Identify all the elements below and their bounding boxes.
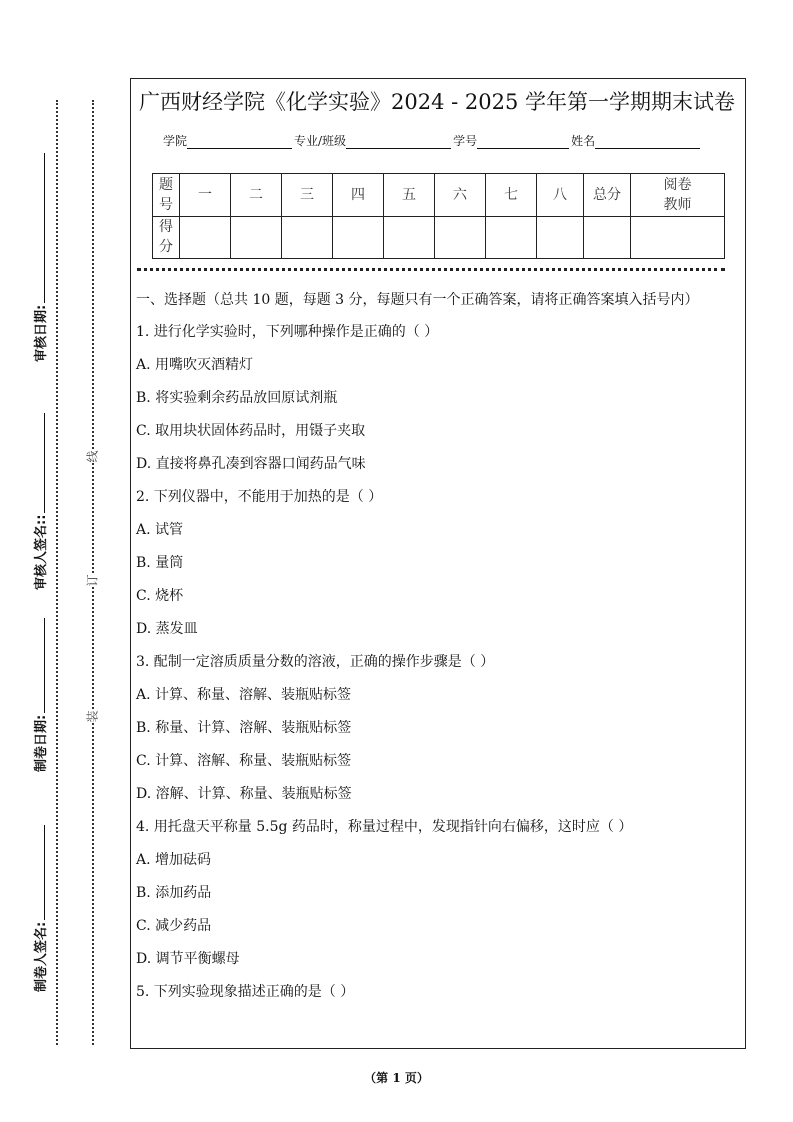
- college-label: 学院: [163, 134, 188, 148]
- reviewer-date-line: [34, 153, 45, 303]
- score-table: [152, 173, 725, 259]
- reviewer-sign-label: 审核人签名::: [34, 514, 49, 590]
- maker-date-label: 制卷日期:: [34, 714, 49, 772]
- college-field[interactable]: [187, 135, 292, 149]
- score-cell[interactable]: [537, 216, 584, 259]
- score-cell[interactable]: [486, 216, 537, 259]
- question-stem: 5. 下列实验现象描述正确的是（ ）: [136, 984, 355, 1000]
- header-cell: 三: [282, 174, 333, 217]
- answer-option: D. 蒸发皿: [136, 621, 198, 637]
- page-title: 广西财经学院《化学实验》2024 - 2025 学年第一学期期末试卷: [138, 90, 735, 114]
- student-id-label: 学号: [453, 134, 478, 148]
- answer-option: C. 减少药品: [136, 918, 212, 934]
- score-cell[interactable]: [282, 216, 333, 259]
- answer-option: B. 称量、计算、溶解、装瓶贴标签: [136, 720, 352, 736]
- question-body: [136, 290, 736, 1009]
- student-id-field[interactable]: [477, 135, 569, 149]
- question-stem: 1. 进行化学实验时，下列哪种操作是正确的（ ）: [136, 324, 439, 340]
- header-cell: 六: [435, 174, 486, 217]
- answer-option: A. 试管: [136, 522, 184, 538]
- answer-option: A. 增加砝码: [136, 852, 212, 868]
- binding-char-ding: 订: [85, 574, 100, 587]
- row-label: 得分: [153, 216, 180, 259]
- question-stem: 4. 用托盘天平称量 5.5g 药品时，称量过程中，发现指针向右偏移，这时应（ ）: [136, 819, 633, 835]
- dotted-margin-line: [56, 100, 58, 1045]
- score-cell[interactable]: [631, 216, 725, 259]
- answer-option: B. 添加药品: [136, 885, 212, 901]
- score-cell[interactable]: [435, 216, 486, 259]
- question-stem: 3. 配制一定溶质质量分数的溶液，正确的操作步骤是（ ）: [136, 654, 495, 670]
- major-field[interactable]: [346, 135, 451, 149]
- score-cell[interactable]: [584, 216, 631, 259]
- score-cell[interactable]: [333, 216, 384, 259]
- dotted-divider: [137, 268, 725, 271]
- binding-char-zhuang: 装: [85, 710, 100, 723]
- header-cell: 阅卷教师: [631, 174, 725, 217]
- name-field[interactable]: [595, 135, 700, 149]
- answer-option: C. 取用块状固体药品时，用镊子夹取: [136, 423, 366, 439]
- header-cell: 一: [180, 174, 231, 217]
- table-row: [153, 174, 725, 217]
- answer-option: D. 溶解、计算、称量、装瓶贴标签: [136, 786, 352, 802]
- answer-option: C. 烧杯: [136, 588, 184, 604]
- maker-date-line: [34, 618, 45, 713]
- header-cell: 五: [384, 174, 435, 217]
- answer-option: D. 直接将鼻孔凑到容器口闻药品气味: [136, 456, 366, 472]
- header-cell: 七: [486, 174, 537, 217]
- answer-option: C. 计算、溶解、称量、装瓶贴标签: [136, 753, 352, 769]
- major-label: 专业/班级: [294, 134, 347, 148]
- table-row: [153, 216, 725, 259]
- name-label: 姓名: [571, 134, 596, 148]
- header-cell: 四: [333, 174, 384, 217]
- binding-dotted-line: [92, 100, 94, 1045]
- maker-date-field: [30, 618, 49, 772]
- binding-char-xian: 线: [85, 450, 100, 463]
- page-number: （第 1 页）: [364, 1071, 429, 1085]
- maker-sign-field: [30, 825, 49, 992]
- answer-option: B. 量筒: [136, 555, 184, 571]
- answer-option: D. 调节平衡螺母: [136, 951, 240, 967]
- maker-sign-label: 制卷人签名:: [34, 921, 49, 992]
- header-cell: 八: [537, 174, 584, 217]
- student-info-row: [163, 132, 702, 149]
- score-cell[interactable]: [384, 216, 435, 259]
- answer-option: A. 计算、称量、溶解、装瓶贴标签: [136, 687, 352, 703]
- reviewer-date-label: 审核日期:: [34, 304, 49, 362]
- maker-sign-line: [34, 825, 45, 920]
- question-stem: 2. 下列仪器中，不能用于加热的是（ ）: [136, 489, 383, 505]
- section-heading: 一、选择题（总共 10 题，每题 3 分，每题只有一个正确答案，请将正确答案填入括号内）: [136, 292, 699, 308]
- answer-option: A. 用嘴吹灭酒精灯: [136, 357, 254, 373]
- row-label: 题号: [153, 174, 180, 217]
- score-cell[interactable]: [231, 216, 282, 259]
- reviewer-date-field: [30, 153, 49, 362]
- reviewer-sign-field: [30, 413, 49, 590]
- answer-option: B. 将实验剩余药品放回原试剂瓶: [136, 390, 338, 406]
- score-cell[interactable]: [180, 216, 231, 259]
- reviewer-sign-line: [34, 413, 45, 513]
- header-cell: 总分: [584, 174, 631, 217]
- header-cell: 二: [231, 174, 282, 217]
